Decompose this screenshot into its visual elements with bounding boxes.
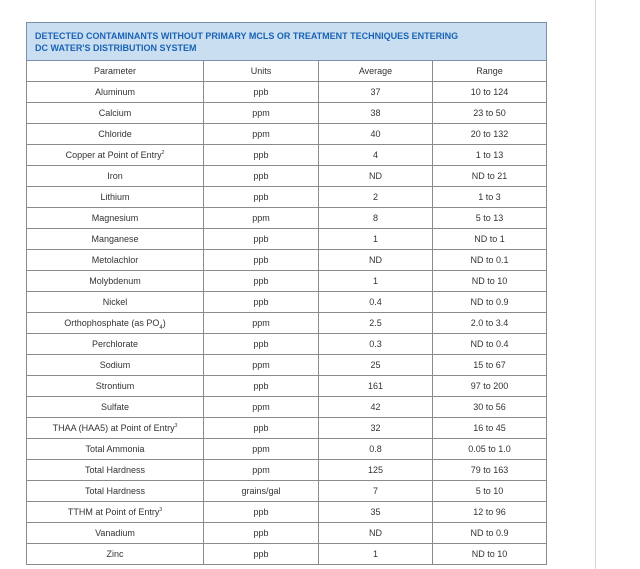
header-average: Average	[319, 61, 433, 82]
cell-range: ND to 1	[433, 229, 547, 250]
table-row	[27, 187, 547, 208]
cell-average: 161	[319, 376, 433, 397]
parameter-name: Total Hardness	[84, 486, 146, 496]
cell-range: 97 to 200	[433, 376, 547, 397]
cell-range: 2.0 to 3.4	[433, 313, 547, 334]
table-body	[27, 82, 547, 565]
cell-units: ppb	[204, 544, 319, 565]
cell-range: ND to 10	[433, 271, 547, 292]
table-title-row	[27, 23, 547, 61]
cell-units: ppm	[204, 124, 319, 145]
cell-units: ppm	[204, 439, 319, 460]
cell-average: 38	[319, 103, 433, 124]
cell-units: ppb	[204, 166, 319, 187]
table-row	[27, 82, 547, 103]
table-row	[27, 208, 547, 229]
cell-range: 1 to 3	[433, 187, 547, 208]
cell-average: 1	[319, 544, 433, 565]
parameter-name: Copper at Point of Entry	[65, 150, 162, 160]
table-row	[27, 460, 547, 481]
table-header-row	[27, 61, 547, 82]
table-title-line2: DC WATER'S DISTRIBUTION SYSTEM	[35, 42, 197, 53]
parameter-name: Chloride	[98, 129, 132, 139]
cell-average: 1	[319, 229, 433, 250]
cell-parameter	[27, 250, 204, 271]
cell-average: 32	[319, 418, 433, 439]
cell-range: 15 to 67	[433, 355, 547, 376]
cell-parameter	[27, 208, 204, 229]
cell-range: 5 to 13	[433, 208, 547, 229]
cell-parameter	[27, 187, 204, 208]
cell-parameter	[27, 418, 204, 439]
footnote-marker: 3	[174, 423, 178, 429]
cell-units: grains/gal	[204, 481, 319, 502]
table-row	[27, 292, 547, 313]
cell-parameter	[27, 145, 204, 166]
cell-parameter	[27, 166, 204, 187]
cell-units: ppb	[204, 523, 319, 544]
parameter-name: Magnesium	[91, 213, 139, 223]
cell-parameter	[27, 544, 204, 565]
cell-parameter	[27, 292, 204, 313]
cell-parameter	[27, 397, 204, 418]
cell-parameter	[27, 334, 204, 355]
table-row	[27, 166, 547, 187]
parameter-name: Metolachlor	[91, 255, 139, 265]
parameter-name: Zinc	[106, 549, 124, 559]
cell-units: ppb	[204, 187, 319, 208]
cell-range: 10 to 124	[433, 82, 547, 103]
table-title	[27, 23, 547, 61]
cell-range: 23 to 50	[433, 103, 547, 124]
cell-range: ND to 10	[433, 544, 547, 565]
cell-units: ppb	[204, 292, 319, 313]
parameter-name: Manganese	[91, 234, 139, 244]
table-title-line1: DETECTED CONTAMINANTS WITHOUT PRIMARY MCLS OR TREATMENT TECHNIQUES ENTERING	[35, 30, 459, 41]
header-units: Units	[204, 61, 319, 82]
cell-average: ND	[319, 166, 433, 187]
parameter-name: Nickel	[102, 297, 128, 307]
cell-range: 12 to 96	[433, 502, 547, 523]
cell-units: ppb	[204, 418, 319, 439]
cell-units: ppm	[204, 313, 319, 334]
cell-units: ppb	[204, 502, 319, 523]
table-row	[27, 229, 547, 250]
header-parameter: Parameter	[27, 61, 204, 82]
table-row	[27, 544, 547, 565]
cell-range: 0.05 to 1.0	[433, 439, 547, 460]
cell-average: 8	[319, 208, 433, 229]
parameter-name: Perchlorate	[91, 339, 139, 349]
cell-units: ppb	[204, 82, 319, 103]
parameter-name: Sulfate	[100, 402, 130, 412]
table-row	[27, 355, 547, 376]
table-row	[27, 124, 547, 145]
table-row	[27, 502, 547, 523]
cell-units: ppb	[204, 250, 319, 271]
parameter-name: Aluminum	[94, 87, 135, 97]
cell-average: 4	[319, 145, 433, 166]
parameter-name: Vanadium	[95, 528, 135, 538]
cell-average: 2.5	[319, 313, 433, 334]
cell-units: ppb	[204, 376, 319, 397]
cell-parameter	[27, 229, 204, 250]
cell-average: 0.3	[319, 334, 433, 355]
table-row	[27, 397, 547, 418]
parameter-name: Iron	[107, 171, 123, 181]
parameter-name: Molybdenum	[89, 276, 141, 286]
parameter-name: Sodium	[99, 360, 131, 370]
cell-average: 37	[319, 82, 433, 103]
parameter-name: Lithium	[100, 192, 130, 202]
cell-range: 30 to 56	[433, 397, 547, 418]
parameter-subscript: 4	[159, 324, 163, 331]
table-row	[27, 376, 547, 397]
cell-average: 25	[319, 355, 433, 376]
cell-units: ppm	[204, 208, 319, 229]
page-edge-divider	[595, 0, 596, 569]
cell-range: 20 to 132	[433, 124, 547, 145]
cell-units: ppb	[204, 145, 319, 166]
cell-average: 0.4	[319, 292, 433, 313]
table-row	[27, 334, 547, 355]
cell-range: 16 to 45	[433, 418, 547, 439]
parameter-suffix: )	[162, 318, 166, 328]
cell-range: ND to 0.9	[433, 523, 547, 544]
footnote-marker: 3	[159, 507, 163, 513]
cell-parameter	[27, 355, 204, 376]
cell-units: ppm	[204, 460, 319, 481]
cell-average: 42	[319, 397, 433, 418]
cell-range: 5 to 10	[433, 481, 547, 502]
cell-average: 35	[319, 502, 433, 523]
cell-parameter	[27, 82, 204, 103]
parameter-name: Total Ammonia	[85, 444, 145, 454]
footnote-marker: 2	[161, 150, 165, 156]
parameter-name: TTHM at Point of Entry	[67, 507, 160, 517]
table-row	[27, 481, 547, 502]
cell-parameter	[27, 124, 204, 145]
cell-parameter	[27, 103, 204, 124]
table-row	[27, 250, 547, 271]
cell-parameter	[27, 313, 204, 334]
table-row	[27, 418, 547, 439]
cell-units: ppm	[204, 103, 319, 124]
cell-average: 1	[319, 271, 433, 292]
table-row	[27, 145, 547, 166]
cell-parameter	[27, 481, 204, 502]
cell-average: 2	[319, 187, 433, 208]
cell-parameter	[27, 439, 204, 460]
cell-range: ND to 0.9	[433, 292, 547, 313]
cell-average: ND	[319, 250, 433, 271]
table-row	[27, 271, 547, 292]
parameter-name: Orthophosphate (as PO	[64, 318, 160, 328]
cell-range: ND to 0.4	[433, 334, 547, 355]
table-row	[27, 523, 547, 544]
cell-average: 125	[319, 460, 433, 481]
cell-average: 40	[319, 124, 433, 145]
cell-parameter	[27, 523, 204, 544]
cell-range: 79 to 163	[433, 460, 547, 481]
cell-range: ND to 21	[433, 166, 547, 187]
cell-units: ppm	[204, 397, 319, 418]
table-row	[27, 313, 547, 334]
cell-parameter	[27, 376, 204, 397]
parameter-name: THAA (HAA5) at Point of Entry	[52, 423, 175, 433]
cell-units: ppb	[204, 229, 319, 250]
header-range: Range	[433, 61, 547, 82]
cell-units: ppm	[204, 355, 319, 376]
parameter-name: Strontium	[95, 381, 135, 391]
cell-average: 7	[319, 481, 433, 502]
parameter-name: Calcium	[98, 108, 132, 118]
cell-parameter	[27, 502, 204, 523]
cell-range: 1 to 13	[433, 145, 547, 166]
cell-average: ND	[319, 523, 433, 544]
table-row	[27, 439, 547, 460]
cell-range: ND to 0.1	[433, 250, 547, 271]
table-row	[27, 103, 547, 124]
cell-units: ppb	[204, 271, 319, 292]
contaminants-table	[26, 22, 547, 565]
parameter-name: Total Hardness	[84, 465, 146, 475]
cell-parameter	[27, 271, 204, 292]
cell-units: ppb	[204, 334, 319, 355]
cell-parameter	[27, 460, 204, 481]
cell-average: 0.8	[319, 439, 433, 460]
